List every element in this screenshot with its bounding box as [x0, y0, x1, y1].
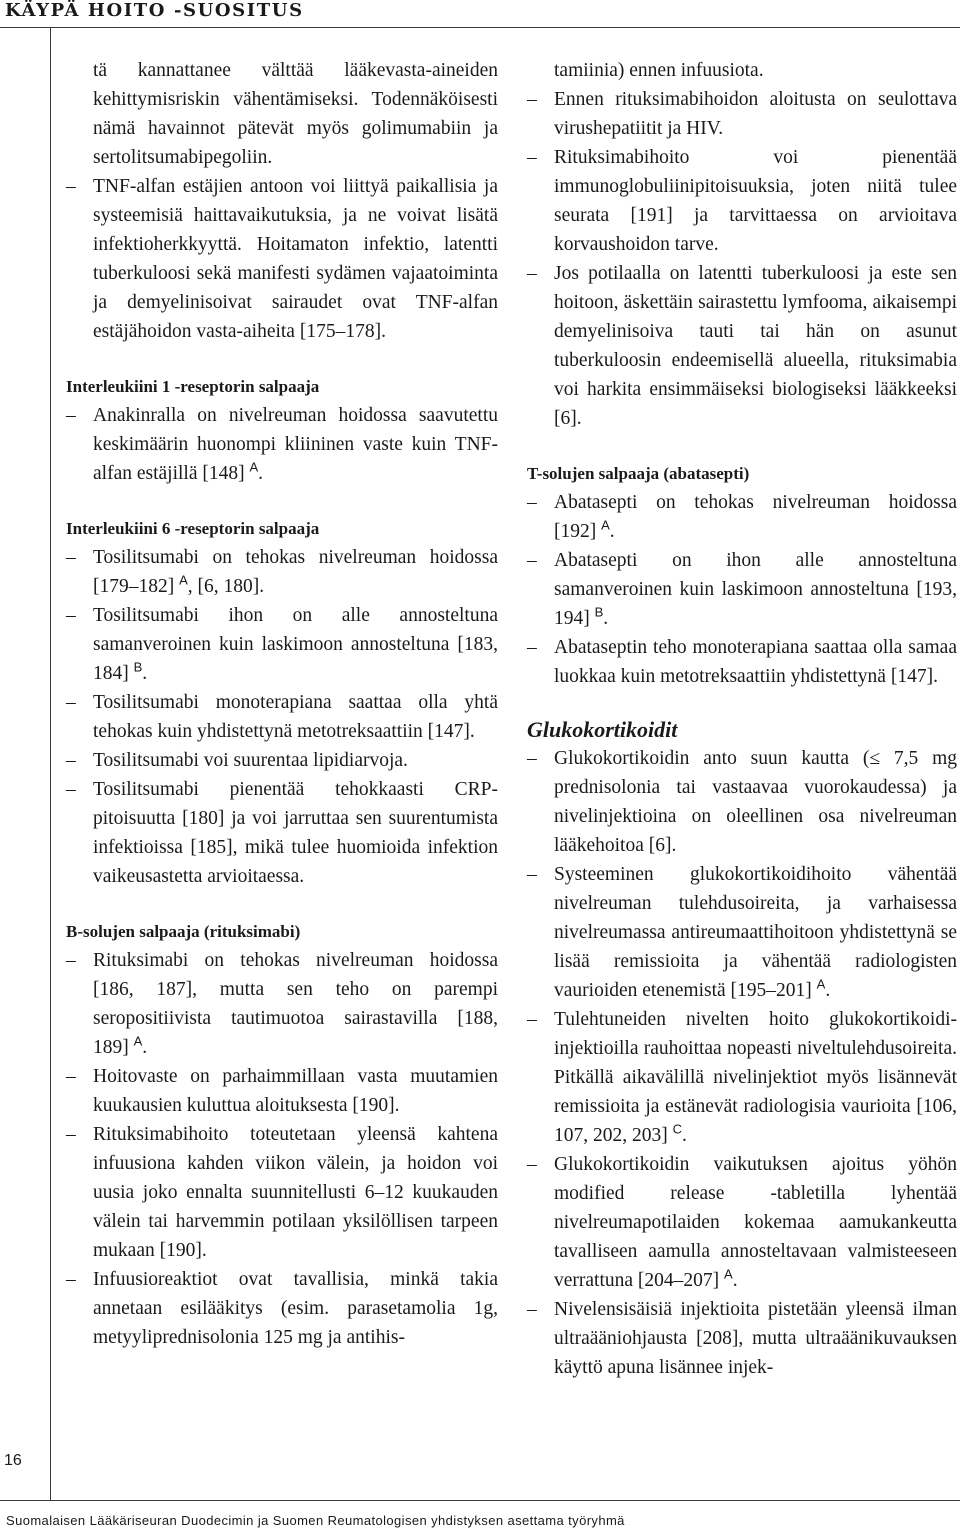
dash-bullet: –: [527, 864, 537, 885]
list-item: [527, 85, 957, 143]
footer-text: Suomalaisen Lääkäriseuran Duodecimin ja Suomen Reumatologisen yhdistyksen asettama työryhmä: [6, 1513, 625, 1528]
evidence-grade-badge: B: [594, 604, 604, 620]
list-item-tail: , [6, 180].: [187, 576, 265, 597]
t-cell-list: [527, 488, 957, 691]
dash-bullet: –: [527, 550, 537, 571]
header-title: KÄYPÄ HOITO -SUOSITUS: [5, 0, 304, 21]
continued-paragraph: tä kannattanee välttää lääkevasta-aineiden kehittymisriskin vähentämiseksi. Todennäköisesti nämä havainnot pätevät myös golimumabiin ja sertolitsumabipegoliin.: [93, 60, 498, 168]
dash-bullet: –: [66, 605, 76, 626]
dash-bullet: –: [527, 263, 537, 284]
list-item: [527, 633, 957, 691]
evidence-grade-badge: A: [816, 976, 826, 992]
evidence-grade-badge: C: [672, 1121, 683, 1137]
dash-bullet: –: [527, 748, 537, 769]
list-item: [527, 1150, 957, 1295]
dash-bullet: –: [527, 147, 537, 168]
evidence-grade-badge: A: [179, 572, 188, 588]
continued-paragraph: tamiinia) ennen infuusiota.: [554, 60, 764, 81]
glucocorticoid-list: [527, 744, 957, 1382]
list-item: [527, 1295, 957, 1382]
list-item: [66, 775, 498, 891]
page-header: [0, 0, 960, 28]
list-item: [527, 143, 957, 259]
list-item-tail: .: [142, 663, 148, 684]
list-item: [66, 688, 498, 746]
dash-bullet: –: [66, 779, 76, 800]
page-number: 16: [4, 1452, 22, 1469]
list-item-text: Tosilitsumabi ihon on alle annosteltuna samanveroinen kuin laskimoon annosteltuna [183, 184]: [93, 605, 498, 684]
list-item-text: TNF-alfan estäjien antoon voi liittyä paikallisia ja systeemisiä haittavaikutuksia, ja ne voivat lisätä infektioherkkyyttä. Hoitamaton infektio, latentti tuberkuloosi sekä manifesti sydämen vajaatoiminta ja demyelinisoivat sairaudet ovat TNF-alfan estäjähoidon vasta-aiheita [175–178].: [93, 176, 498, 342]
dash-bullet: –: [66, 547, 76, 568]
evidence-grade-badge: A: [249, 459, 259, 475]
dash-bullet: –: [527, 637, 537, 658]
list-item-text: Tosilitsumabi pienentää tehokkaasti CRP-pitoisuutta [180] ja voi jarruttaa sen suurentumista infektioissa [185], mikä tulee huomioida infektion vaikeusastetta arvioitaessa.: [93, 779, 498, 887]
list-item: [66, 1062, 498, 1120]
list-item-text: Abatasepti on ihon alle annosteltuna samanveroinen kuin laskimoon annosteltuna [193, 194]: [554, 550, 957, 629]
list-item: [66, 401, 498, 488]
list-item-text: Tosilitsumabi monoterapiana saattaa olla yhtä tehokas kuin yhdistettynä metotreksaattiin [147].: [93, 692, 498, 742]
section-heading-t-cell: T-solujen salpaaja (abatasepti): [527, 464, 750, 483]
list-item-text: Ennen rituksimabihoidon aloitusta on seulottava virushepatiitit ja HIV.: [554, 89, 957, 139]
list-item-text: Rituksimabi on tehokas nivelreuman hoidossa [186, 187], mutta sen teho on parempi seropositiivista tautimuotoa sairastavilla [188, 189]: [93, 950, 498, 1058]
b-cell-list: [66, 946, 498, 1352]
list-item: [527, 1005, 957, 1150]
evidence-grade-badge: A: [601, 517, 610, 533]
left-column: [66, 56, 498, 1352]
list-item: [527, 860, 957, 1005]
list-item-text: Tosilitsumabi on tehokas nivelreuman hoidossa [179–182]: [93, 547, 498, 597]
dash-bullet: –: [527, 89, 537, 110]
list-item: [527, 259, 957, 433]
list-item-tail: .: [825, 980, 831, 1001]
margin-rule: [50, 28, 51, 1500]
il1-list: [66, 401, 498, 488]
list-item-tail: .: [682, 1125, 687, 1146]
list-item-text: Infuusioreaktiot ovat tavallisia, minkä takia annetaan esilääkitys (esim. parasetamolia 1g, metyyliprednisolonia 125 mg ja antihis-: [93, 1269, 498, 1348]
list-item-text: Rituksimabihoito toteutetaan yleensä kahtena infuusiona kahden viikon välein, ja hoidon voi uusia joko ennalta suunnitellusti 6–12 kuukauden välein tai harvemmin potilaan yksilöllisen tarpeen mukaan [190].: [93, 1124, 498, 1261]
list-item-text: Nivelensisäisiä injektioita pistetään yleensä ilman ultraääniohjausta [208], mutta ultraäänikuvauksen käyttö apuna lisännee injek-: [554, 1299, 957, 1378]
list-item-text: Systeeminen glukokortikoidihoito vähentää nivelreuman tulehdusoireita, ja varhaisessa nivelreumassa antireumaattihoitoon yhdistettynä se lisää remissioita ja vähentää radiologisten vaurioiden etenemistä [195–201]: [554, 864, 957, 1001]
list-item: [66, 172, 498, 346]
list-item-text: Anakinralla on nivelreuman hoidossa saavutettu keskimäärin huonompi kliininen vaste kuin TNF-alfan estäjillä [148]: [93, 405, 498, 484]
list-item-tail: .: [258, 463, 264, 484]
section-heading-il6: Interleukiini 6 -reseptorin salpaaja: [66, 519, 320, 538]
list-item: [66, 946, 498, 1062]
dash-bullet: –: [66, 405, 76, 426]
dash-bullet: –: [66, 692, 76, 713]
list-item: [66, 1120, 498, 1265]
list-item: [527, 744, 957, 860]
dash-bullet: –: [66, 750, 76, 771]
evidence-grade-badge: A: [724, 1266, 733, 1282]
b-cell-list-continued: [527, 85, 957, 433]
list-item: [66, 601, 498, 688]
list-item-text: Abatasepti on tehokas nivelreuman hoidossa [192]: [554, 492, 957, 542]
list-item-text: Glukokortikoidin anto suun kautta (≤ 7,5 mg prednisolonia tai vastaavaa vuorokaudessa) ja nivelinjektioina on oleellinen osa nivelreuman lääkehoitoa [6].: [554, 748, 957, 856]
list-item-tail: .: [609, 521, 615, 542]
footer-rule: [0, 1500, 960, 1501]
dash-bullet: –: [66, 176, 76, 197]
dash-bullet: –: [66, 1066, 76, 1087]
list-item: [66, 746, 498, 775]
dash-bullet: –: [527, 1154, 537, 1175]
list-item-text: Abataseptin teho monoterapiana saattaa olla samaa luokkaa kuin metotreksaattiin yhdistettynä [147].: [554, 637, 957, 687]
section-heading-il1: Interleukiini 1 -reseptorin salpaaja: [66, 377, 320, 396]
list-item: [66, 1265, 498, 1352]
list-item-text: Jos potilaalla on latentti tuberkuloosi ja este sen hoitoon, äskettäin sairastettu lymfooma, aikaisempi demyelinisoiva tauti tai hän on asunut tuberkuloosin endeemisellä alueella, rituksimabia voi harkita ensimmäiseksi biologiseksi lääkkeeksi [6].: [554, 263, 957, 429]
list-item: [527, 546, 957, 633]
right-column: [527, 56, 957, 1382]
section-heading-b-cell: B-solujen salpaaja (rituksimabi): [66, 922, 301, 941]
section-heading-glucocorticoids: Glukokortikoidit: [527, 717, 678, 742]
dash-bullet: –: [527, 1299, 537, 1320]
evidence-grade-badge: B: [133, 659, 143, 675]
list-item: [527, 488, 957, 546]
list-item-text: Tulehtuneiden nivelten hoito glukokortikoidi-injektioilla rauhoittaa nopeasti niveltulehdusoireita. Pitkällä aikavälillä nivelinjektiot myös lisännevät remissioita ja estänevät radiologisia vaurioita [106, 107, 202, 203]: [554, 1009, 957, 1146]
dash-bullet: –: [66, 1269, 76, 1290]
list-item-text: Rituksimabihoito voi pienentää immunoglobuliinipitoisuuksia, joten niitä tulee seurata [191] ja tarvittaessa on arvioitava korvaushoidon tarve.: [554, 147, 957, 255]
dash-bullet: –: [66, 950, 76, 971]
dash-bullet: –: [527, 492, 537, 513]
list-item-tail: .: [603, 608, 609, 629]
list-item-tail: .: [142, 1037, 148, 1058]
dash-bullet: –: [66, 1124, 76, 1145]
evidence-grade-badge: A: [133, 1033, 143, 1049]
list-item-text: Glukokortikoidin vaikutuksen ajoitus yöhön modified release -tabletilla lyhentää nivelreumapotilaiden kokemaa aamukankeutta tavalliseen aamulla annosteltavaan valmisteeseen verrattuna [204–207]: [554, 1154, 957, 1291]
il6-list: [66, 543, 498, 891]
list-item: [66, 543, 498, 601]
list-item-text: Tosilitsumabi voi suurentaa lipidiarvoja.: [93, 750, 408, 771]
list-item-text: Hoitovaste on parhaimmillaan vasta muutamien kuukausien kuluttua aloituksesta [190].: [93, 1066, 498, 1116]
dash-bullet: –: [527, 1009, 537, 1030]
list-item-tail: .: [732, 1270, 738, 1291]
